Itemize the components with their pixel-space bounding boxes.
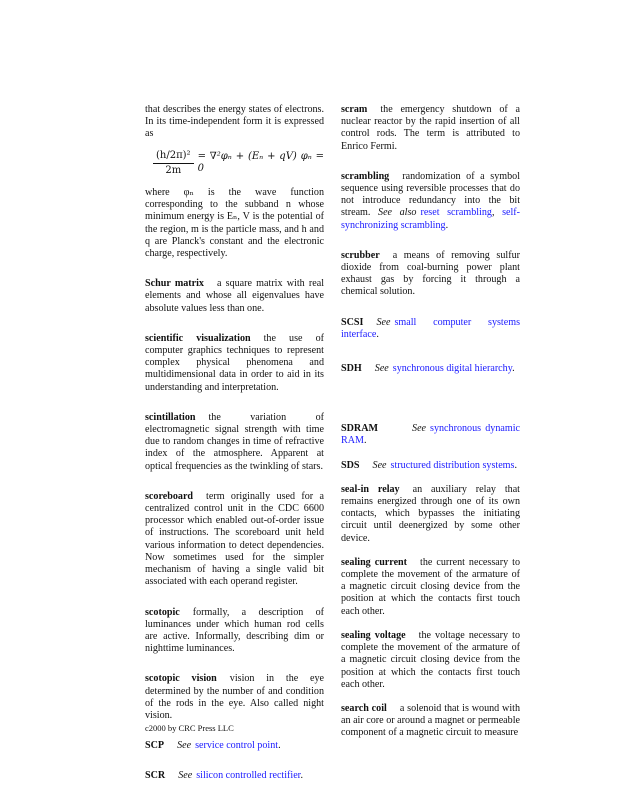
entry-term: SDS (341, 459, 360, 471)
entry-scientific-visualization (145, 333, 324, 394)
entry-term: scotopic vision (145, 673, 217, 685)
entry-scram (341, 104, 520, 153)
entry-definition: an auxiliary relay that remains energized through one of its own contacts, which bypasses the initiating circuit until deenergized by some other device. (341, 483, 520, 544)
entry-term: scientific visualization (145, 332, 251, 344)
entry-definition: formally, a description of luminances under which human rod cells are active. Informally, describing dim or nighttime luminances. (145, 606, 324, 655)
punct: . (376, 328, 379, 340)
entry-term: SDH (341, 363, 362, 375)
entry-scr (145, 770, 324, 782)
see-label: See (412, 423, 427, 435)
entry-term: SCR (145, 770, 166, 782)
entry-definition: the emergency shutdown of a nuclear reactor by the rapid insertion of all control rods. The term is attributed to Enrico Fermi. (341, 104, 520, 152)
entry-term: scintillation (145, 411, 196, 423)
entry-definition: a solenoid that is wound with an air core or around a magnet or permeable component of a magnetic circuit to measure (341, 702, 520, 739)
punct: . (278, 740, 281, 752)
entry-definition: randomization of a symbol sequence using reversible processes that do not introduce redundancy into the bit stream. (341, 170, 520, 219)
intro-text: that describes the energy states of electrons. In its time-independent form it is expressed as (145, 104, 324, 140)
entry-term: sealing current (341, 556, 408, 568)
entry-term: scotopic (145, 606, 180, 618)
punct: . (514, 459, 517, 471)
link-self-synchronizing-scrambling[interactable]: self-synchronizing scrambling (341, 207, 520, 231)
link-silicon-controlled-rectifier[interactable]: silicon controlled rectifier (196, 770, 301, 782)
see-also-label: See also (378, 207, 417, 219)
entry-scoreboard (145, 491, 324, 589)
entry-term: search coil (341, 702, 387, 714)
formula-rhs: = ∇²φₙ + (Eₙ + qV) φₙ = 0 (197, 151, 324, 175)
entry-definition: the current necessary to complete the movement of the armature of a magnetic circuit closing device from the position at which the contacts first touch each other. (341, 556, 520, 617)
link-reset-scrambling[interactable]: reset scrambling (420, 207, 492, 219)
entry-definition: term originally used for a centralized control unit in the CDC 6600 processor which enabled out-of-order issue of instructions. The scoreboard unit held various information to detect dependencies. Now sometimes used for the simpler mechanism of having a single valid bit associated with each operand register. (145, 490, 324, 588)
copyright-footer: c2000 by CRC Press LLC (145, 723, 234, 733)
entry-scsi (341, 317, 520, 341)
entry-scrambling (341, 171, 520, 232)
entry-definition: vision in the eye determined by the number of and condition of the rods in the eye. Also called night vision. (145, 673, 325, 721)
entry-definition: the voltage necessary to complete the movement of the armature of a magnetic circuit closing device from the position at which the contacts first touch each other. (341, 629, 520, 690)
link-small-computer-systems-interface[interactable]: small computer systems interface (341, 316, 520, 340)
punct: . (512, 363, 515, 375)
link-structured-distribution-systems[interactable]: structured distribution systems (390, 459, 515, 471)
entry-scotopic-vision (145, 673, 324, 722)
entry-definition: a means of removing sulfur dioxide from coal-burning power plant exhaust gas by forcing it through a chemical solution. (341, 249, 520, 298)
entry-sds (341, 460, 520, 472)
schrodinger-formula (153, 150, 324, 177)
entry-sdram (341, 423, 520, 447)
entry-term: scrambling (341, 170, 390, 182)
punct: . (364, 435, 367, 447)
see-label: See (372, 459, 387, 471)
entry-term: scram (341, 104, 368, 115)
formula-fraction (153, 150, 194, 177)
entry-definition: a square matrix with real elements and whose all eigenvalues have absolute values less than one. (145, 278, 324, 314)
entry-term: SCP (145, 740, 165, 752)
entry-sealing-current (341, 557, 520, 618)
entry-term: sealing voltage (341, 629, 406, 641)
entry-sdh (341, 363, 520, 375)
link-synchronous-dynamic-ram[interactable]: synchronous dynamic RAM (341, 423, 520, 447)
entry-scp (145, 740, 324, 752)
right-column (341, 104, 520, 758)
see-label: See (177, 740, 192, 752)
where-text: where φₙ is the wave function corresponding to the subband n whose minimum energy is Eₙ, V is the potential of the region, m is the particle mass, and h and q are Planck's constant and the electronic charge, respectively. (145, 187, 324, 260)
entry-term: SDRAM (341, 423, 379, 435)
entry-scotopic (145, 607, 324, 656)
entry-scrubber (341, 250, 520, 299)
formula-denominator: 2m (165, 164, 182, 176)
punct: , (491, 207, 503, 219)
link-synchronous-digital-hierarchy[interactable]: synchronous digital hierarchy (392, 363, 513, 375)
entry-scintillation (145, 412, 324, 473)
entry-term: Schur matrix (145, 278, 204, 290)
link-service-control-point[interactable]: service control point (195, 740, 279, 752)
entry-schur-matrix (145, 278, 324, 315)
entry-search-coil (341, 703, 520, 740)
entry-term: scoreboard (145, 490, 194, 502)
entry-sealing-voltage (341, 630, 520, 691)
entry-definition: the variation of electromagnetic signal strength with time due to random changes in time of refractive index of the atmosphere. Apparent at optical frequencies as the twinkling of stars. (145, 411, 324, 472)
formula-numerator: (h/2π)² (153, 150, 194, 164)
see-label: See (178, 770, 193, 782)
entry-term: SCSI (341, 316, 364, 328)
entry-term: seal-in relay (341, 483, 400, 495)
see-label: See (374, 363, 389, 375)
punct: . (445, 219, 449, 231)
entry-term: scrubber (341, 249, 380, 261)
entry-definition: the use of computer graphics techniques to represent complex physical phenomena and multidimensional data in order to aid in its understanding and interpretation. (145, 332, 325, 393)
punct: . (300, 770, 304, 782)
see-label: See (376, 316, 391, 328)
left-column (145, 104, 324, 801)
entry-seal-in-relay (341, 484, 520, 545)
